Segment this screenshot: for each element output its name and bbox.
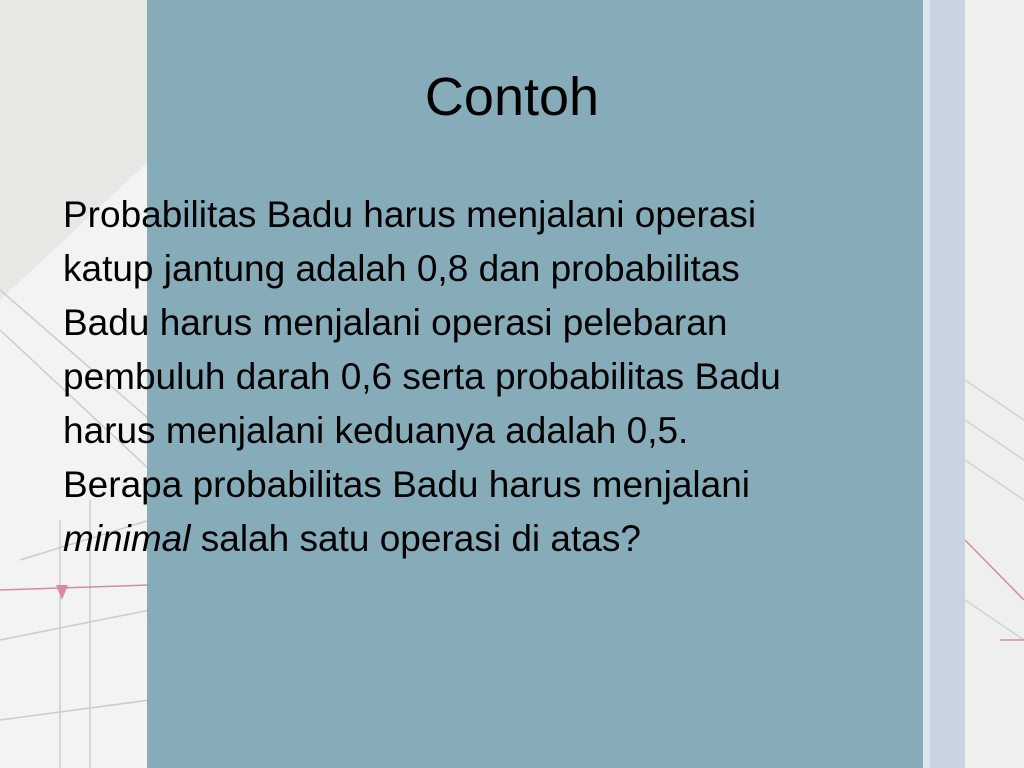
slide-body bbox=[63, 188, 963, 566]
body-line: Badu harus menjalani operasi pelebaran bbox=[63, 302, 728, 343]
body-line-last bbox=[63, 512, 963, 566]
body-line-rest: salah satu operasi di atas? bbox=[190, 518, 641, 559]
slide-title: Contoh bbox=[424, 67, 600, 127]
body-line: pembuluh darah 0,6 serta probabilitas Badu bbox=[63, 356, 781, 397]
body-line: harus menjalani keduanya adalah 0,5. bbox=[63, 410, 689, 451]
body-line: katup jantung adalah 0,8 dan probabilitas bbox=[63, 248, 740, 289]
body-line: Probabilitas Badu harus menjalani operasi bbox=[63, 194, 757, 235]
emphasis-text: minimal bbox=[63, 518, 191, 559]
body-line: Berapa probabilitas Badu harus menjalani bbox=[63, 464, 750, 505]
